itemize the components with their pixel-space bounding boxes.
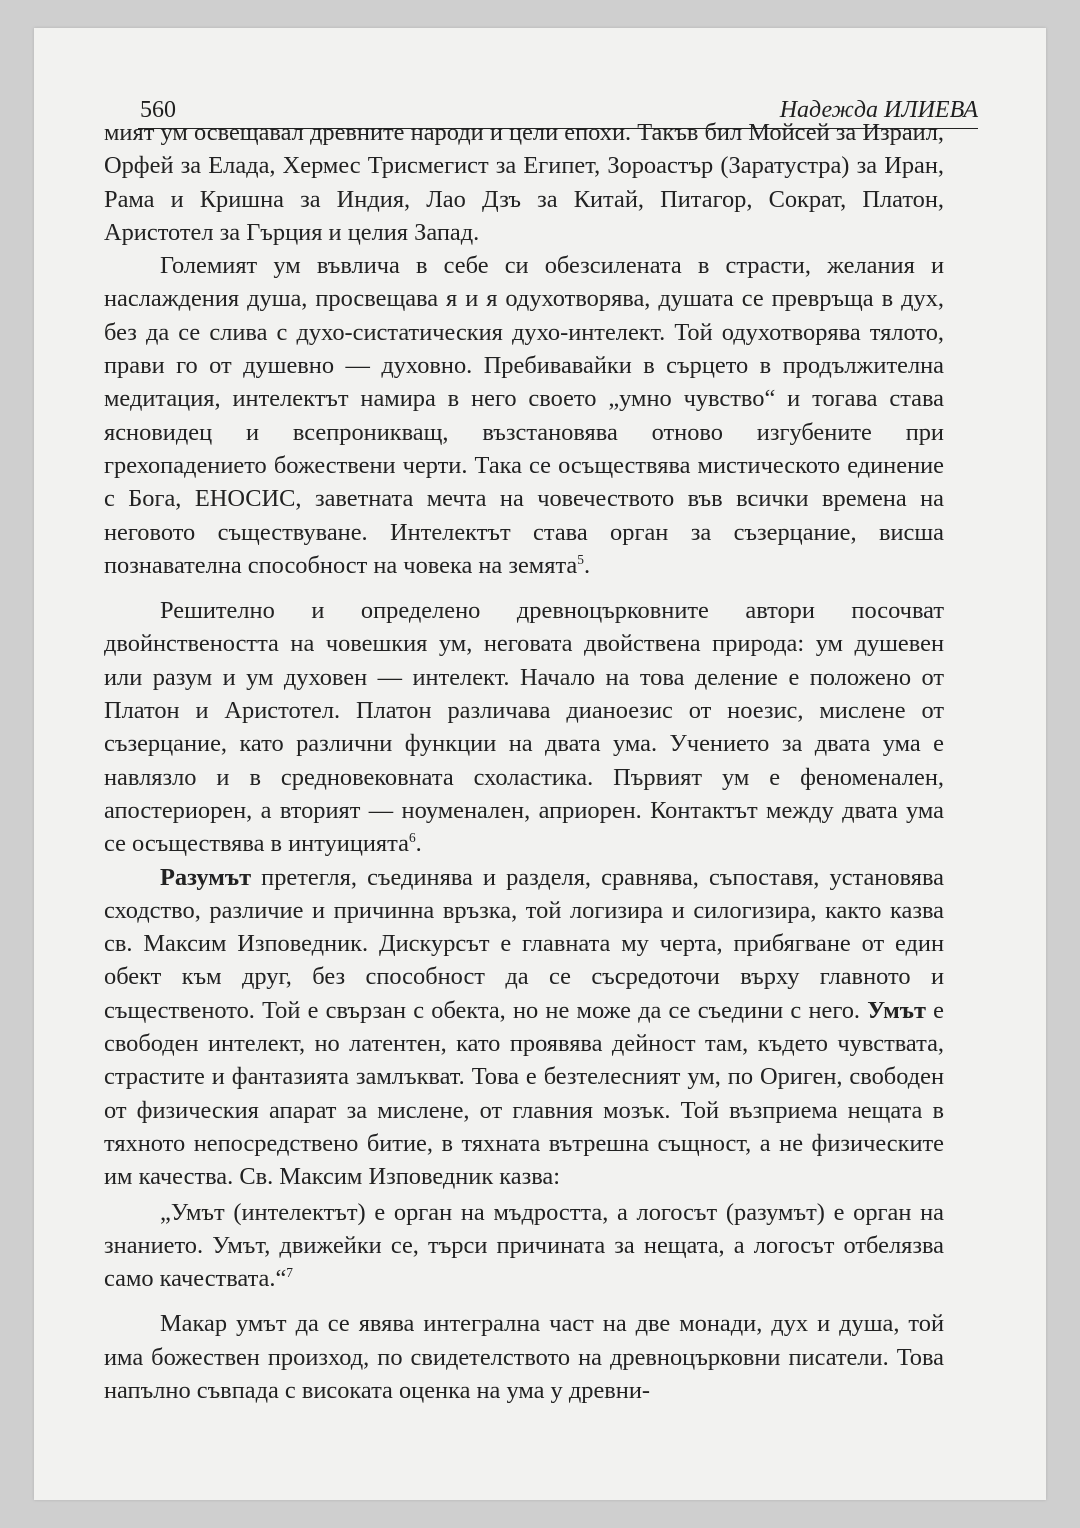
footnote-ref-7[interactable]: 7: [286, 1264, 293, 1280]
body-text: [104, 116, 944, 1407]
footnote-ref-5[interactable]: 5: [577, 551, 584, 567]
paragraph-4: Разумът претегля, съединява и разделя, сравнява, съпоставя, установява сходство, различие и причинна връзка, той логизира и силогизира, както казва св. Максим Изповедник. Дискурсът е главната му черта, прибягване от един обект към друг, без способност да се съсредоточи върху главното и същественото. Той е свързан с обекта, но не може да се съедини с него. Умът е свободен интелект, но латентен, като проявява дейност там, където чувствата, страстите и фантазията замлъкват. Това е безтелесният ум, по Ориген, свободен от физическия апарат за мислене, от главния мозък. Той възприема нещата в тяхното непосредствено битие, в тяхната вътрешна същност, а не физическите им качества. Св. Максим Изповедник казва:: [104, 863, 944, 1191]
paragraph-6: Макар умът да се явява интегрална част на две монади, дух и душа, той има божествен произход, по свидетелството на древноцърковни писатели. Това напълно съвпада с високата оценка на ума у древни-: [104, 1310, 944, 1404]
paragraph-2: Големият ум въвлича в себе си обезсилената в страсти, желания и наслаждения душа, просвещава я и я одухотворява, душата се превръща в дух, без да се слива с духо-систатическия духо-интелект. Той одухотворява тялото, прави го от душевно — духовно. Пребивавайки в сърцето в продължителна медитация, интелектът намира в него своето „умно чувство“ и тогава става ясновидец и всепроникващ, възстановява отново изгубените при грехопадението божествени черти. Така се осъществява мистическото единение с Бога, ЕНОСИС, заветната мечта на човечеството във всички времена на неговото съществуване. Интелектът става орган за съзерцание, висша познавателна способност на човека на земята$^5$.: [104, 252, 944, 579]
paragraph-3: Решително и определено древноцърковните автори посочват двойнствеността на човешкия ум, неговата двойствена природа: ум душевен или разум и ум духовен — интелект. Начало на това деление е положено от Платон и Аристотел. Платон различава дианоезис от ноезис, мислене от съзерцание, като различни функции на двата ума. Учението за двата ума е навлязло и в средновековната схоластика. Първият ум е феноменален, апостериорен, а вторият — ноуменален, априорен. Контактът между двата ума се осъществява в интуицията$^6$.: [104, 597, 944, 858]
running-title: Надежда ИЛИЕВА: [779, 97, 978, 123]
footnote-ref-6[interactable]: 6: [408, 830, 416, 846]
quote-maximus: „Умът (интелектът) е орган на мъдростта, а логосът (разумът) е орган на знанието. Умът, движейки се, търси причината за нещата, а логосът отбелязва само качествата.“$^7$: [104, 1198, 944, 1293]
term-razumat: Разумът: [160, 863, 252, 891]
page-number: 560: [140, 97, 176, 123]
paragraph-1: мият ум освещавал древните народи и цели епохи. Такъв бил Мойсей за Израил, Орфей за Елада, Хермес Трисмегист за Египет, Зороастър (Заратустра) за Иран, Рама и Кришна за Индия, Лао Дзъ за Китай, Питагор, Сократ, Платон, Аристотел за Гърция и целия Запад.: [104, 119, 944, 246]
term-umat: Умът: [867, 996, 926, 1024]
